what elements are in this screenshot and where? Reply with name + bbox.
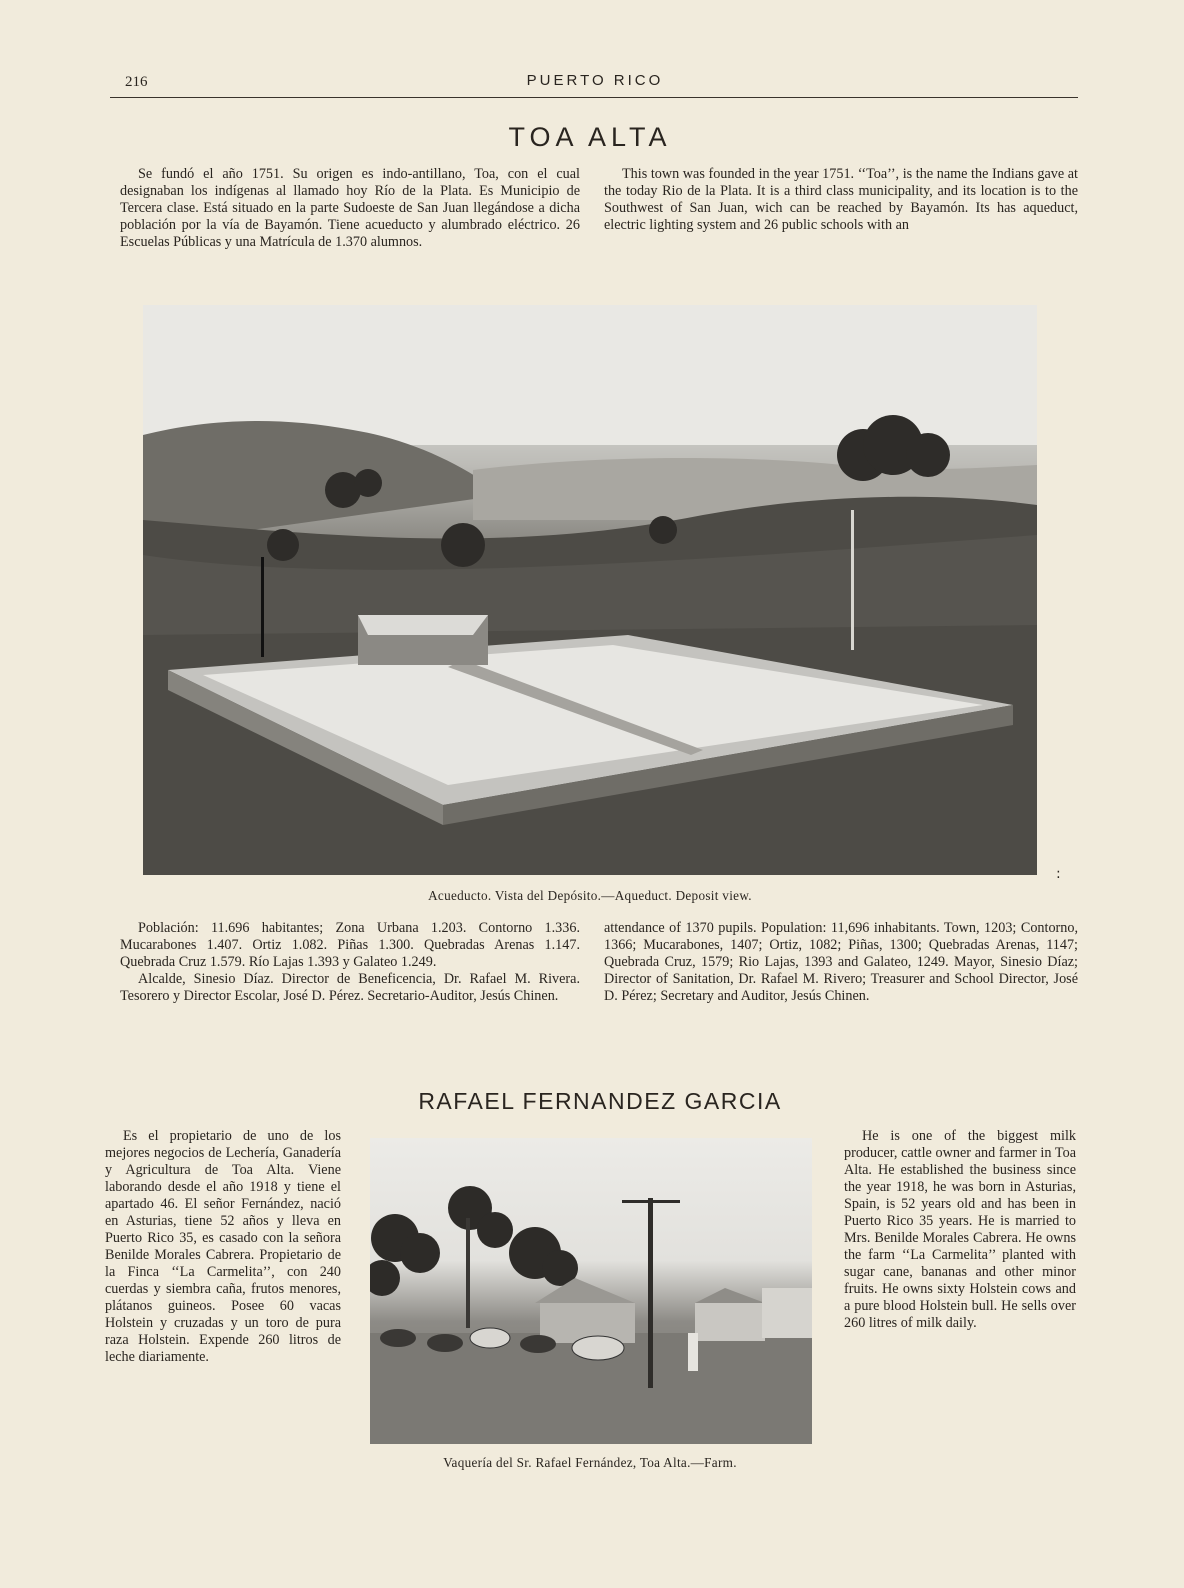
intro-es-text: Se fundó el año 1751. Su origen es indo-antillano, Toa, con el cual designaban los indígenas al llamado hoy Río de la Plata. Es Municipio de Tercera clase. Está situado en la parte Sudoeste de San Juan llegándose a dicha población por la vía de Bayamón. Tiene acueducto y alumbrado eléctrico. 26 Escuelas Públicas y una Matrícula de 1.370 alumnos. [120,166,580,250]
farm-photo-caption: Vaquería del Sr. Rafael Fernández, Toa Alta.—Farm. [443,1455,737,1470]
aqueduct-illustration [143,305,1037,875]
farm-photo [370,1138,812,1444]
section-title-fernandez: RAFAEL FERNANDEZ GARCIA [418,1088,782,1114]
farm-illustration [370,1138,812,1444]
margin-mark: : [1056,866,1061,882]
fernandez-en-text: He is one of the biggest milk producer, cattle owner and farmer in Toa Alta. He established the business since the year 1918, he was born in Asturias, Spain, is 52 years old and has been in Puerto Rico 35 years. He is married to Mrs. Benilde Morales Cabrera. He owns the farm ‘‘La Carmelita’’ planted with sugar cane, bananas and other minor fruits. He owns sixty Holstein cows and a pure blood Holstein bull. He sells over 260 litres of milk daily. [844,1128,1076,1331]
toa-alta-intro-english [604,166,1078,234]
section-title-toa-alta: TOA ALTA [508,122,672,152]
toa-alta-details-spanish [120,920,580,1005]
population-en-text: attendance of 1370 pupils. Population: 11,696 inhabitants. Town, 1203; Contorno, 1366; Mucarabones, 1407; Ortiz, 1082; Piñas, 1300; Quebradas Arenas, 1147; Quebrada Cruz, 1579; Rio Lajas, 1393 and Galateo, 1249. Mayor, Sinesio Díaz; Director of Sanitation, Dr. Rafael M. Rivero; Treasurer and School Director, José D. Pérez; Secretary and Auditor, Jesús Chinen. [604,920,1078,1004]
page-number: 216 [125,74,148,90]
aqueduct-photo [143,305,1037,875]
fernandez-es-text: Es el propietario de uno de los mejores negocios de Lechería, Ganadería y Agricultura de Toa Alta. Viene laborando desde el año 1918 y tiene el apartado 46. El señor Fernández, nació en Asturias, tiene 52 años y lleva en Puerto Rico 35, es casado con la señora Benilde Morales Cabrera. Propietario de la Finca ‘‘La Carmelita’’, con 240 cuerdas y siembra caña, frutos menores, plátanos guineos. Posee 60 vacas Holstein y cruzadas y un toro de pura raza Holstein. Expende 260 litros de leche diariamente. [105,1128,341,1365]
toa-alta-details-english [604,920,1078,1005]
fernandez-text-english [844,1128,1076,1332]
header-rule [110,97,1078,98]
officials-es-text: Alcalde, Sinesio Díaz. Director de Beneficencia, Dr. Rafael M. Rivera. Tesorero y Director Escolar, José D. Pérez. Secretario-Auditor, Jesús Chinen. [120,971,580,1004]
running-title: PUERTO RICO [526,72,664,89]
population-es-text: Población: 11.696 habitantes; Zona Urbana 1.203. Contorno 1.336. Mucarabones 1.407. Ortiz 1.082. Piñas 1.300. Quebradas Arenas 1.147. Quebrada Cruz 1.579. Río Lajas 1.393 y Galateo 1.249. [120,920,580,970]
toa-alta-intro-spanish [120,166,580,251]
intro-en-text: This town was founded in the year 1751. ‘‘Toa’’, is the name the Indians gave at the today Rio de la Plata. It is a third class municipality, and its location is to the Southwest of San Juan, wich can be reached by Bayamón. Its has aqueduct, electric lighting system and 26 public schools with an [604,166,1078,233]
aqueduct-photo-caption: Acueducto. Vista del Depósito.—Aqueduct. Deposit view. [428,888,752,903]
fernandez-text-spanish [105,1128,341,1366]
